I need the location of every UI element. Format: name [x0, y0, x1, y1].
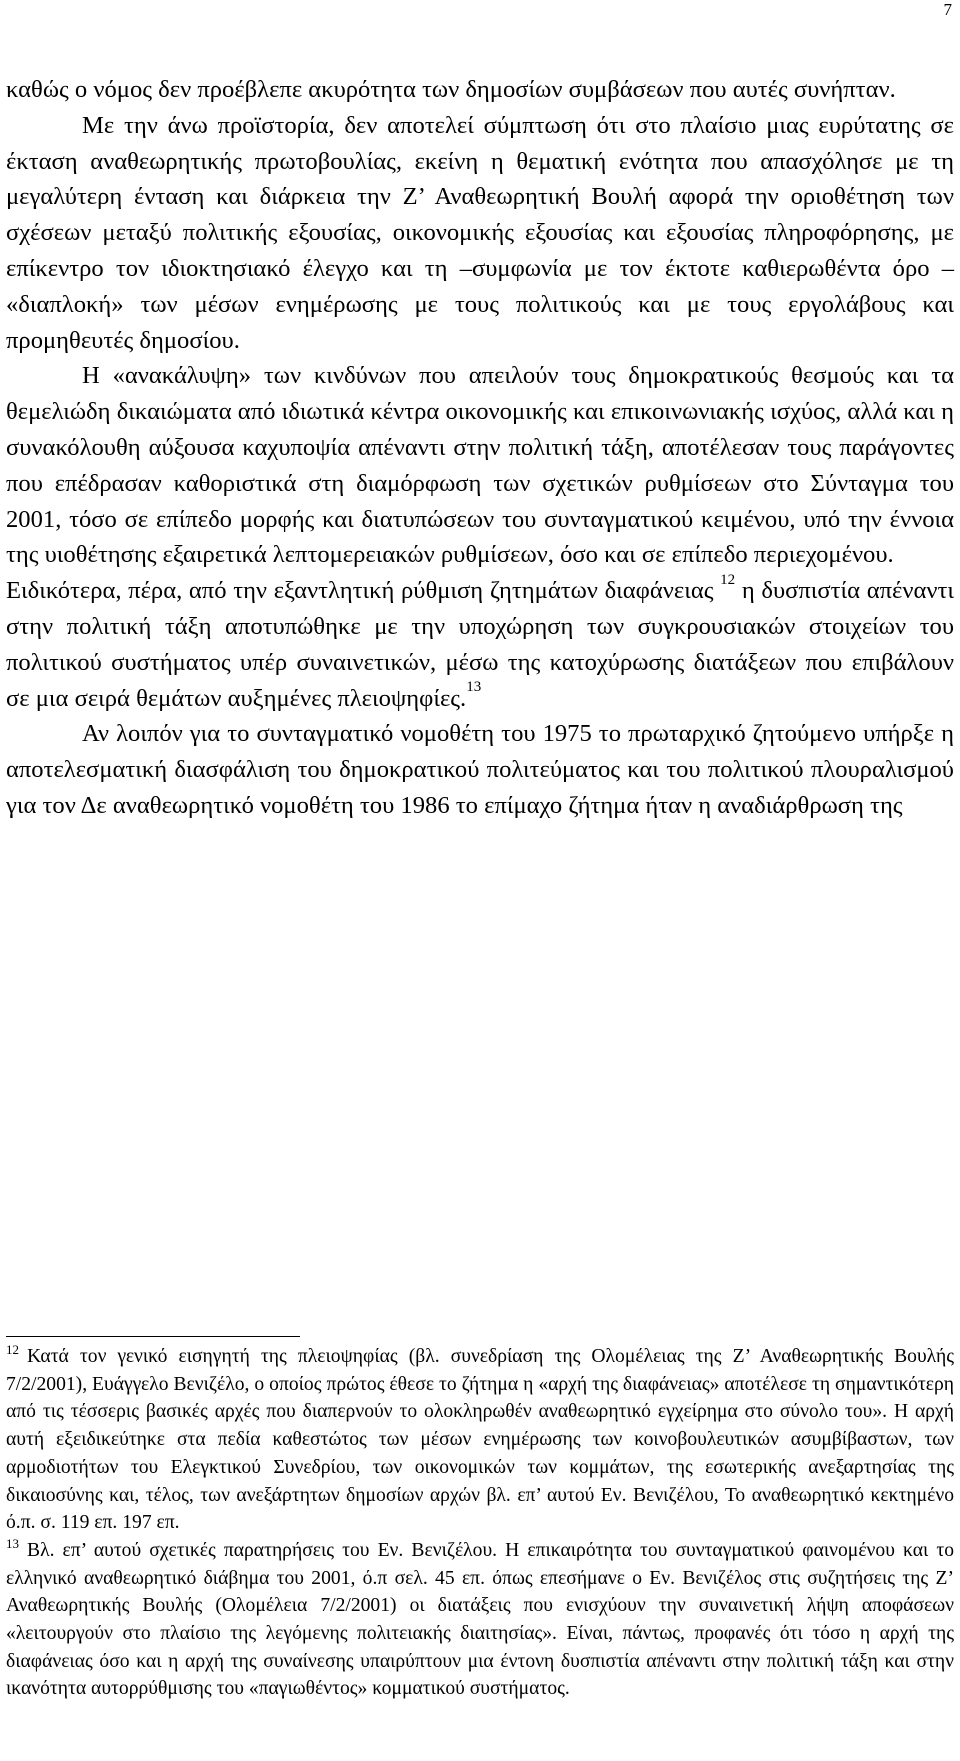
footnote-separator: [6, 1336, 300, 1337]
paragraph-3: [6, 358, 954, 573]
paragraph-1: [6, 72, 954, 108]
paragraph-5: [6, 716, 954, 823]
page-number: 7: [943, 0, 952, 19]
paragraph-text-continued: η δυσπιστία απέναντι στην πολιτική τάξη αποτυπώθηκε με την υποχώρηση των συγκρουσιακών στοιχείων του πολιτικού συστήματος υπέρ συναινετικών, μέσω της κατοχύρωσης διατάξεων που επιβάλουν σε μια σειρά θεμάτων αυξημένες πλειοψηφίες.: [6, 577, 954, 712]
footnote-mark: 13: [6, 1536, 19, 1552]
paragraph-text: καθώς ο νόμος δεν προέβλεπε ακυρότητα των δημοσίων συμβάσεων που αυτές συνήπταν.: [6, 76, 896, 103]
paragraph-text: Με την άνω προϊστορία, δεν αποτελεί σύμπτωση ότι στο πλαίσιο μιας ευρύτατης σε έκταση αναθεωρητικής πρωτοβουλίας, εκείνη η θεματική ενότητα που απασχόλησε με τη μεγαλύτερη ένταση και διάρκεια την Ζ’ Αναθεωρητική Βουλή αφορά την οριοθέτηση των σχέσεων μεταξύ πολιτικής εξουσίας, οικονομικής εξουσίας και εξουσίας πληροφόρησης, με επίκεντρο τον ιδιοκτησιακό έλεγχο και τη –συμφωνία με τον έκτοτε καθιερωθέντα όρο – «διαπλοκή» των μέσων ενημέρωσης με τους πολιτικούς και με τους εργολάβους και προμηθευτές δημοσίου.: [6, 111, 954, 354]
body-text: [6, 72, 954, 824]
paragraph-text: Ειδικότερα, πέρα, από την εξαντλητική ρύθμιση ζητημάτων διαφάνειας: [6, 577, 714, 605]
footnotes: [6, 1343, 954, 1703]
footnote-mark: 12: [6, 1342, 19, 1358]
footnote-reference-13[interactable]: 13: [466, 679, 482, 696]
paragraph-text: Η «ανακάλυψη» των κινδύνων που απειλούν τους δημοκρατικούς θεσμούς και τα θεμελιώδη δικαιώματα από ιδιωτικά κέντρα οικονομικής και επικοινωνιακής ισχύος, αλλά και η συνακόλουθη αύξουσα καχυποψία απέναντι στην πολιτική τάξη, αποτέλεσαν τους παράγοντες που επέδρασαν καθοριστικά στη διαμόρφωση των σχετικών ρυθμίσεων στο Σύνταγμα του 2001, τόσο σε επίπεδο μορφής και διατυπώσεων του συνταγματικού κειμένου, υπό την έννοια της υιοθέτησης εξαιρετικά λεπτομερειακών ρυθμίσεων, όσο και σε επίπεδο περιεχομένου.: [6, 362, 954, 569]
footnote-text: Κατά τον γενικό εισηγητή της πλειοψηφίας (βλ. συνεδρίαση της Ολομέλειας της Ζ’ Αναθεωρητικής Βουλής 7/2/2001), Ευάγγελο Βενιζέλο, ο οποίος πρώτος έθεσε το ζήτημα η «αρχή της διαφάνειας» αποτέλεσε τη σημαντικότερη από τις τέσσερις βασικές αρχές που διαπερνούν το ολοκληρωθέν αναθεωρητικό εγχείρημα στο σύνολο του». Η αρχή αυτή εξειδικεύτηκε στα πεδία καθεστώτος των μέσων ενημέρωσης των κοινοβουλευτικών ασυμβίβαστων, των αρμοδιοτήτων του Ελεγκτικού Συνεδρίου, των οικονομικών των κομμάτων, της εσωτερικής ανεξαρτησίας της δικαιοσύνης και, τέλος, των ανεξάρτητων δημοσίων αρχών βλ. επ’ αυτού Εν. Βενιζέλου, Το αναθεωρητικό κεκτημένο ό.π. σ. 119 επ. 197 επ.: [6, 1346, 954, 1534]
paragraph-2: [6, 108, 954, 359]
footnote-12: [6, 1343, 954, 1537]
paragraph-text: Αν λοιπόν για το συνταγματικό νομοθέτη του 1975 το πρωταρχικό ζητούμενο υπήρξε η αποτελεσματική διασφάλιση του δημοκρατικού πολιτεύματος και του πολιτικού πλουραλισμού για τον Δε αναθεωρητικό νομοθέτη του 1986 το επίμαχο ζήτημα ήταν η αναδιάρθρωση της: [6, 720, 954, 819]
footnote-13: [6, 1537, 954, 1703]
footnote-reference-12[interactable]: 12: [720, 571, 736, 588]
footnote-text: Βλ. επ’ αυτού σχετικές παρατηρήσεις του Εν. Βενιζέλου. Η επικαιρότητα του συνταγματικού φαινομένου και το ελληνικό αναθεωρητικό διάβημα του 2001, ό.π σελ. 45 επ. όπως επεσήμανε ο Εν. Βενιζέλος στις συζητήσεις της Ζ’ Αναθεωρητικής Βουλής (Ολομέλεια 7/2/2001) οι διατάξεις που ενισχύουν την συναινετική λήψη αποφάσεων «λειτουργούν στο πλαίσιο της λεγόμενης πολιτειακής διαιτησίας». Είναι, πάντως, προφανές ότι τόσο η αρχή της διαφάνειας όσο και η αρχή της συναίνεσης υπαιρύπτουν μια έντονη δυσπιστία απέναντι στην πολιτική τάξη και στην ικανότητα αυτορρύθμισης του «παγιωθέντος» κομματικού συστήματος.: [6, 1539, 954, 1700]
paragraph-4: [6, 573, 954, 716]
